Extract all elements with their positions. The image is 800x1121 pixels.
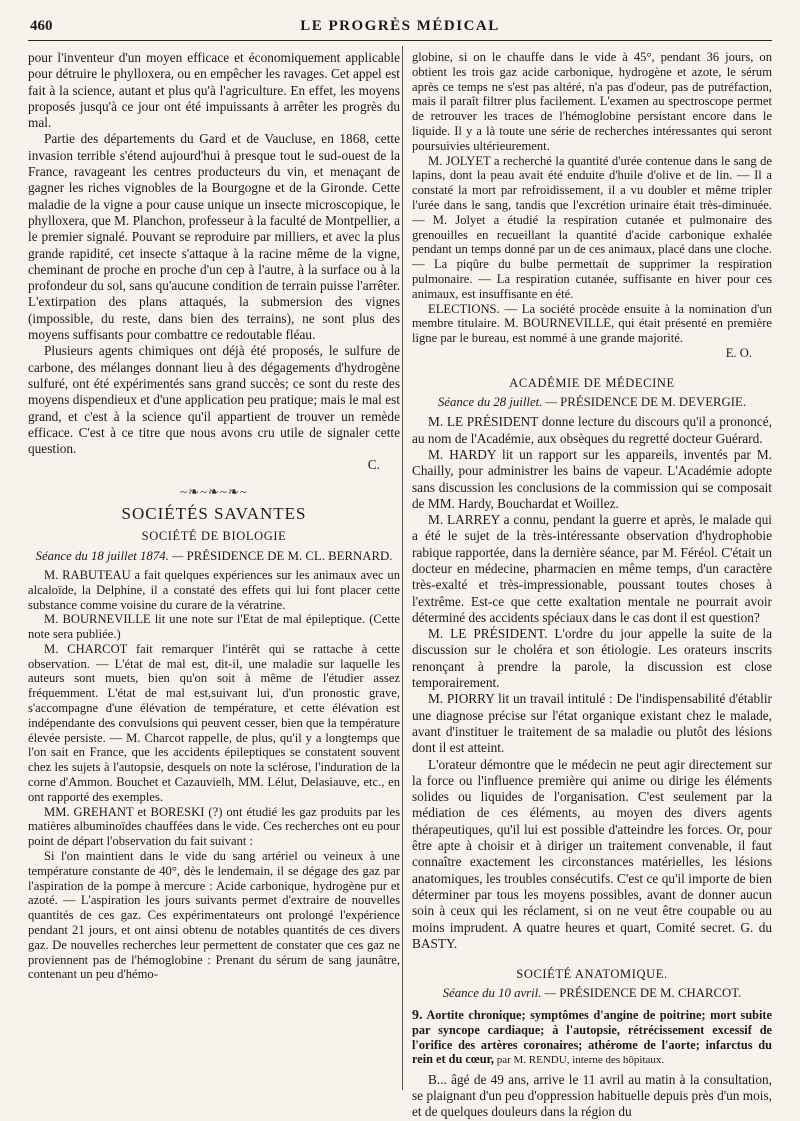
paragraph: M. LARREY a connu, pendant la guerre et après, le malade qui a été le sujet de la très-intéressante observation d'hydrophobie rabique rapportée, dans la dernière séance, par M. Féréol. C'était un docteur en médecine, pharmacien en même temps, d'un caractère très-exalté et très-impressionable, poussant toutes choses à l'extrême. Est-ce que cette exaltation mentale ne pourrait avoir déterminé des accidents spéciaux dans le cas dont il est question?: [412, 512, 772, 625]
session-president: PRÉSIDENCE DE M. CHARCOT.: [559, 986, 742, 1001]
right-column: [412, 50, 772, 1121]
signature: C.: [367, 457, 380, 473]
section-title: SOCIÉTÉS SAVANTES: [121, 504, 307, 524]
society-title: SOCIÉTÉ ANATOMIQUE.: [516, 967, 668, 982]
session-date: Séance du 10 avril. —: [442, 986, 560, 1001]
paragraph: M. PIORRY lit un travail intitulé : De l'indispensabilité d'établir une diagnose précise sur l'état organique existant chez le malade, avant d'instituer le traitement de sa maladie ou plutôt des lésions dont il est atteint.: [412, 691, 772, 756]
session-line: [412, 394, 772, 410]
session-president: PRÉSIDENCE DE M. DEVERGIE.: [560, 395, 747, 410]
paragraph: M. JOLYET a recherché la quantité d'urée contenue dans le sang de lapins, dont la peau avait été enduite d'huile d'olive et de lin. — Il a constaté la mort par refroidissement, il a vu doubler et même tripler l'urée dans le sang, tandis que l'excrétion urinaire était très-diminuée. — M. Jolyet a étudié la respiration cutanée et pulmonaire des grenouilles en recueillant la quantité d'acide carbonique exhalée pendant un temps donné par un de ces animaux, placé dans une cloche. — La piqûre du bulbe permettait de supprimer la respiration pulmonaire. — La respiration cutanée, suffisante en hiver pour ces animaux, est insuffisante en été.: [412, 153, 772, 301]
paragraph: Si l'on maintient dans le vide du sang artériel ou veineux à une température constante de 40°, dès le lendemain, il se dégage des gaz par l'aspiration de la pompe à mercure : Acide carbonique, hydrogène pur et azoté. — L'aspiration les jours suivants permet d'extraire de nouvelles quantités de ces gaz. Ces expérimentateurs ont prolongé l'expérience pendant 21 jours, et ont ainsi obtenu de notables quantités de ces divers gaz. De nouvelles recherches leur permettent de constater que ces gaz ne proviennent pas de l'hémoglobine : Prenant du sérum de sang jaunâtre, contenant un peu d'hémo-: [28, 849, 400, 982]
paragraph: MM. GREHANT et BORESKI (?) ont étudié les gaz produits par les matières albuminoïdes chauffées dans le vide. Ces recherches ont eu pour point de départ l'observation du fait suivant :: [28, 804, 400, 849]
session-date: Séance du 18 juillet 1874. —: [35, 548, 187, 563]
column-divider: [402, 46, 403, 1090]
page-number: 460: [30, 18, 53, 34]
society-title: ACADÉMIE DE MÉDECINE: [509, 375, 675, 390]
paragraph: M. HARDY lit un rapport sur les appareils, inventés par M. Chailly, pour administrer les bains de vapeur. L'Académie adopte sans discussion les conclusions de la commission qui se composait de MM. Hardy, Bouchardat et Woillez.: [412, 446, 772, 511]
paragraph: ELECTIONS. — La société procède ensuite à la nomination d'un membre titulaire. M. BOURNEVILLE, qui était présenté en première ligne par le bureau, est nommé à une grande majorité.: [412, 301, 772, 346]
left-column: [28, 50, 400, 982]
paragraph: M. BOURNEVILLE lit une note sur l'Etat de mal épileptique. (Cette note sera publiée.): [28, 612, 400, 642]
paragraph: M. CHARCOT fait remarquer l'intérêt qui se rattache à cette observation. — L'état de mal est, dit-il, une maladie sur laquelle les auteurs sont muets, bien qu'on soit à même de l'étudier assez fréquemment. L'état de mal est,suivant lui, d'un pronostic grave, s'accompagne d'une élévation de température, et cette élévation est indépendante des convulsions qui peuvent cesser, bien que la température élevée persiste. — M. Charcot rappelle, de plus, qu'il y a longtemps que l'on sait en France, que les accidents épileptiques se constatent souvent chez les sujets à l'autopsie, desquels on note la sclérose, l'induration de la corne d'Ammon. Bouchet et Cazauvielh, MM. Lélut, Delasiauve, etc., en ont rapporté des exemples.: [28, 641, 400, 804]
signature: E. O.: [725, 345, 752, 360]
observation-title: [412, 1008, 772, 1068]
paragraph: globine, si on le chauffe dans le vide à 45°, pendant 36 jours, on obtient les trois gaz acide carbonique, hydrogène et azote, le sérum après ce temps ne s'est pas altéré, n'a pas d'odeur, pas de putréfaction, mais il paraît filtrer plus facilement. L'examen au spectroscope permet de retrouver les traces de l'hémoglobine persistant encore dans le liquide. Il y a là toute une série de recherches intéressantes qui seront poursuivies ultérieurement.: [412, 50, 772, 153]
observation-number: 9.: [412, 1007, 423, 1023]
observation-author: par M. RENDU, interne des hôpitaux.: [493, 1054, 665, 1067]
society-title: SOCIÉTÉ DE BIOLOGIE: [141, 529, 287, 544]
ornament-divider: ~❧~❧~❧~: [180, 483, 248, 499]
session-line: [28, 548, 400, 564]
session-line: [412, 985, 772, 1001]
session-president: PRÉSIDENCE DE M. CL. BERNARD.: [186, 548, 393, 563]
page-header: [28, 14, 772, 41]
paragraph: pour l'inventeur d'un moyen efficace et économiquement applicable pour détruire le phylloxera, ou en empêcher les ravages. Cet appel est fait à la science, autant et plus qu'à l'agriculture. En effet, les moyens proposés jusqu'à ce jour ont été impuissants à arrêter les progrès du mal.: [28, 50, 400, 131]
paragraph: Partie des départements du Gard et de Vaucluse, en 1868, cette invasion terrible s'étend aujourd'hui à presque tout le sud-ouest de la France, ravageant les centres producteurs du vin, et menaçant de gagner les riches vignobles de la Bourgogne et de la Gironde. Cette maladie de la vigne a pour cause unique un insecte microscopique, le phylloxera, que M. Planchon, professeur à la faculté de Montpellier, a le premier signalé. Pouvant se reproduire par milliers, et avec la plus grande rapidité, cet insecte s'attaque à la racine même de la vigne, cheminant de proche en proche d'un cep à l'autre, à la surface ou à la profondeur du sol, sans qu'aucune condition de terrain puisse l'arrêter. L'extirpation des plans attaqués, la submersion des vignes (impossible, du reste, dans bien des terrains), ne sont plus des moyens suffisants pour combattre ce redoutable fléau.: [28, 131, 400, 343]
paragraph: Plusieurs agents chimiques ont déjà été proposés, le sulfure de carbone, des mélanges donnant lieu à des dégagements d'hydrogène sulfuré, ont été expérimentés sans grand succès; ce sont du reste des moyens dispendieux et d'une application peu pratique; mais le mal est grand, et c'est à la science qu'il appartient de trouver un remède efficace. C'est à ce titre que nous avons cru utile de signaler cette question.: [28, 343, 400, 457]
paragraph: M. LE PRÉSIDENT. L'ordre du jour appelle la suite de la discussion sur le choléra et son étiologie. Les orateurs inscrits renonçant à prendre la parole, la discussion est close temporairement.: [412, 626, 772, 691]
paragraph: L'orateur démontre que le médecin ne peut agir directement sur la force ou l'influence première qui anime ou dirige les éléments solides ou liquides de l'organisation. C'est seulement par la médiation de ces éléments, au moyen des divers agents thérapeutiques, qu'il lui est possible d'atteindre les forces. Or, pour être apte à choisir et à diriger un traitement convenable, il faut connaître exactement les circonstances matérielles, les lésions anatomiques, les troubles consécutifs. C'est ce qu'il importe de bien déterminer par tous les moyens possibles, avant de donner aucun soin à ceux qui les réclament, si on ne veut être coupable ou au moins imprudent. A quatre heures et quart, Comité secret. G. du BASTY.: [412, 756, 772, 951]
paragraph: B... âgé de 49 ans, arrive le 11 avril au matin à la consultation, se plaignant d'un peu d'oppression habituelle depuis près d'un mois, et de quelques douleurs dans la région du: [412, 1071, 772, 1120]
observation-heading: Aortite chronique; symptômes d'angine de poitrine; mort subite par syncope cardiaque; à l'autopsie, rétrécissement excessif de l'orifice des artères coronaires; athérome de l'aorte; infarctus du rein et du cœur,: [412, 1007, 772, 1067]
paragraph: M. RABUTEAU a fait quelques expériences sur les animaux avec un alcaloïde, la Delphine, il a constaté des effets qui lui font placer cette substance comme voisine du curare de la vératrine.: [28, 567, 400, 612]
paragraph: M. LE PRÉSIDENT donne lecture du discours qu'il a prononcé, au nom de l'Académie, aux obsèques du regretté docteur Guérard.: [412, 414, 772, 446]
journal-title: LE PROGRÈS MÉDICAL: [300, 18, 500, 34]
session-date: Séance du 28 juillet. —: [437, 395, 561, 410]
